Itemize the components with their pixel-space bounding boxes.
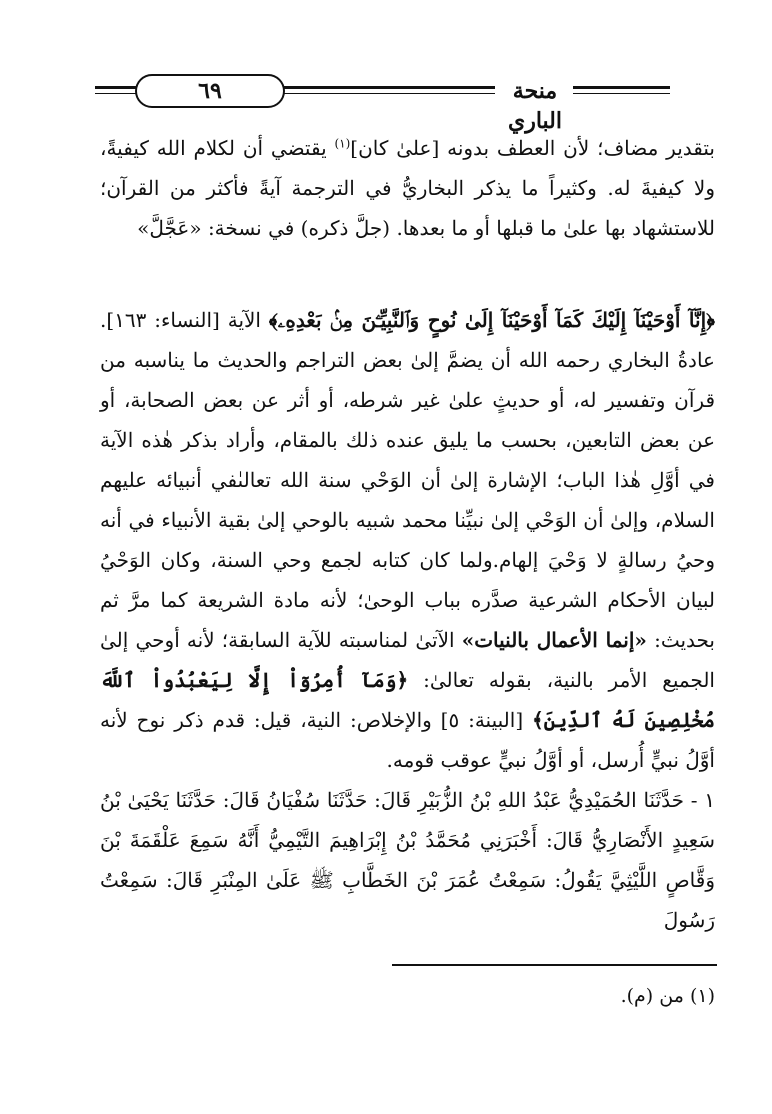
- quran-verse-1: ﴿إِنَّآ أَوْحَيْنَآ إِلَيْكَ كَمَآ أَوْحَيْنَآ إِلَىٰ نُوحٍ وَٱلنَّبِيِّـۧنَ مِنۢ بَعْدِهِۦ﴾: [268, 308, 716, 332]
- footnote-separator: [392, 964, 717, 966]
- header-rule-middle-thin: [283, 93, 495, 94]
- page-header: [95, 72, 670, 134]
- quran-verse-2: ﴿وَمَآ أُمِرُوٓاْ إِلَّا لِيَعْبُدُواْ ٱللَّهَ مُخْلِصِينَ لَهُ ٱلدِّينَ﴾: [100, 668, 715, 732]
- page-number-badge: [135, 74, 285, 108]
- header-rule-right-thin: [573, 93, 670, 94]
- p2-text-b: الآتىٰ لمناسبته للآية السابقة؛ لأنه أوحي إلىٰ الجميع الأمر بالنية، بقوله تعالىٰ:: [100, 628, 715, 692]
- hadith-text: ١ - حَدَّثَنَا الحُمَيْدِيُّ عَبْدُ اللهِ بْنُ الزُّبَيْرِ قَالَ: حَدَّثَنَا سُفْيَانُ قَالَ: حَدَّثَنَا يَحْيَىٰ بْنُ سَعِيدٍ الأَنْصَارِيُّ قَالَ: أَخْبَرَنِي مُحَمَّدُ بْنُ إِبْرَاهِيمَ التَّيْمِيُّ أَنَّهُ سَمِعَ عَلْقَمَةَ بْنَ وَقَّاصٍ اللَّيْثِيَّ يَقُولُ: سَمِعْتُ عُمَرَ بْنَ الخَطَّابِ ﷺ عَلَىٰ المِنْبَرِ قَالَ: سَمِعْتُ رَسُولَ: [100, 788, 715, 932]
- hadith-title: «إنما الأعمال بالنيات»: [461, 628, 647, 652]
- footnote-reference: (١): [334, 136, 351, 151]
- running-title: منحة الباري: [507, 78, 562, 134]
- header-rule-left: [95, 86, 137, 89]
- p1-text-a: بتقدير مضاف؛ لأن العطف بدونه [علىٰ كان]: [350, 136, 715, 160]
- page-number: ٦٩: [198, 78, 222, 104]
- paragraph-2: [100, 300, 715, 780]
- p2-text-c: [البينة: ٥] والإخلاص: النية، قيل: قدم ذكر نوح لأنه أوَّلُ نبيٍّ أُرسل، أو أوَّلُ نبيٍّ عوقب قومه.: [100, 708, 715, 772]
- footnote: (١) من (م).: [620, 985, 715, 1007]
- p2-text-a: الآية [النساء: ١٦٣]. عادةُ البخاري رحمه الله أن يضمَّ إلىٰ بعض التراجم والحديث ما يناسبه من قرآن وتفسير له، أو حديثٍ علىٰ غير شرطه، أو أثر عن بعض الصحابة، أو عن بعض التابعين، بحسب ما يليق عنده ذلك بالمقام، وأراد بذكر هٰذه الآية في أوَّلِ هٰذا الباب؛ الإشارة إلىٰ أن الوَحْي سنة الله تعالىٰفي أنبيائه عليهم السلام، وإلىٰ أن الوَحْي إلىٰ نبيِّنا محمد شبيه بالوحي إلىٰ بقية الأنبياء في أنه وحيُ رسالةٍ لا وَحْيَ إلهام.ولما كان كتابه لجمع وحي السنة، وكان الوَحْيُ لبيان الأحكام الشرعية صدَّره بباب الوحىٰ؛ لأنه مادة الشريعة كما مرَّ ثم بحديث:: [100, 308, 716, 652]
- p1-text-b: يقتضي أن لكلام الله كيفيةً، ولا كيفيةَ له. وكثيراً ما يذكر البخاريُّ في الترجمة آيةً فأكثر من القرآن؛ للاستشهاد بها علىٰ ما قبلها أو ما بعدها. (جلَّ ذكره) في نسخة: «عَجَّلَّ»: [100, 136, 715, 240]
- header-rule-right: [573, 86, 670, 89]
- header-rule-middle: [283, 86, 495, 89]
- header-rule-left-thin: [95, 93, 137, 94]
- paragraph-1: [100, 128, 715, 248]
